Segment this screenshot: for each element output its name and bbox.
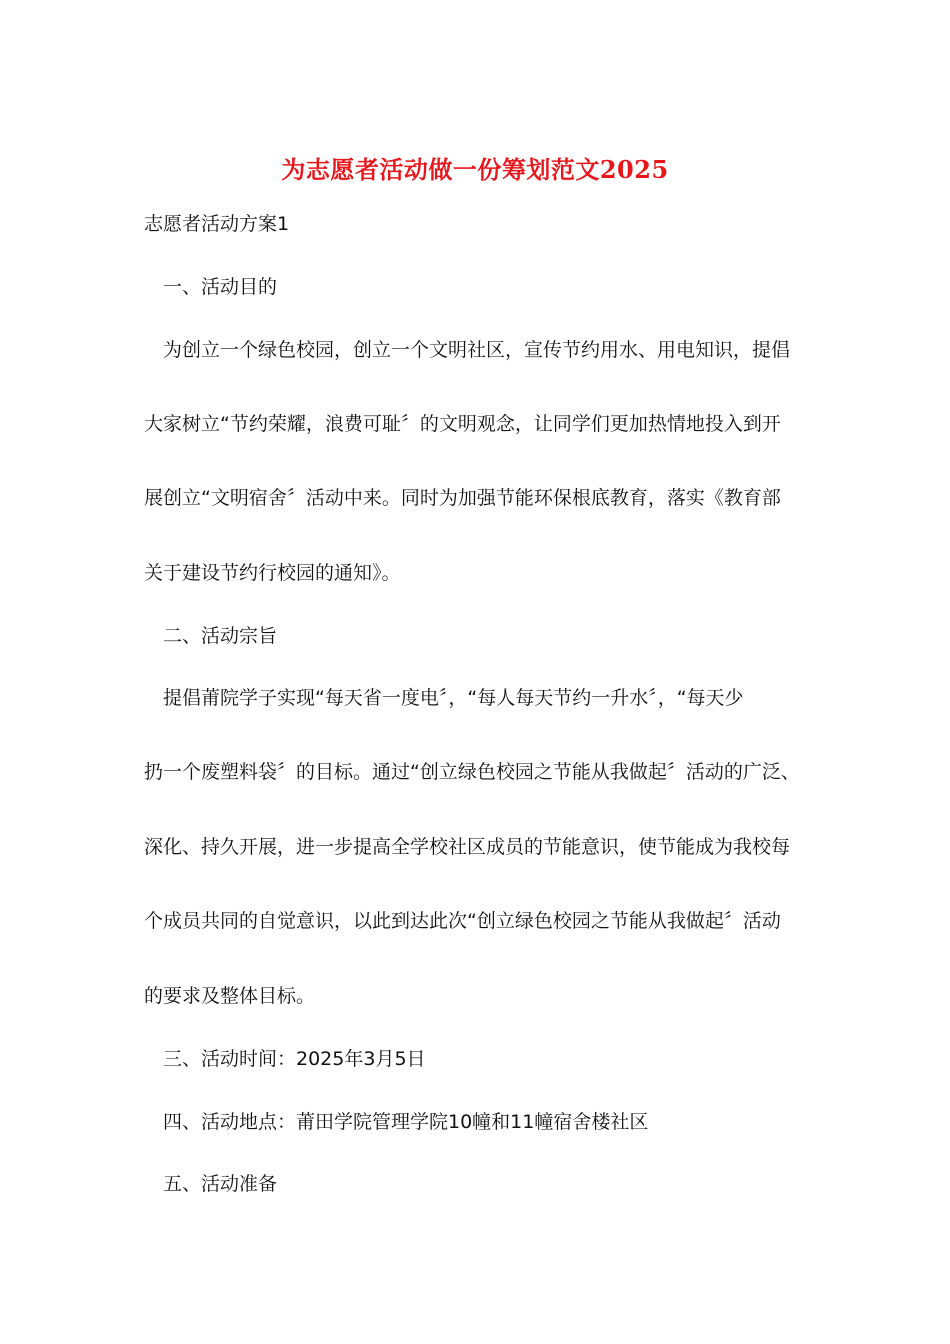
paragraph-line: 提倡莆院学子实现“每天省一度电〞，“每人每天节约一升水〞，“每天少: [163, 687, 744, 709]
heading-preparation: 五、活动准备: [163, 1173, 278, 1195]
paragraph-line: 深化、持久开展，进一步提高全学校社区成员的节能意识，使节能成为我校每: [144, 836, 791, 858]
heading-purpose: 一、活动目的: [163, 276, 278, 298]
paragraph-line: 扔一个废塑料袋〞的目标。通过“创立绿色校园之节能从我做起〞活动的广泛、: [144, 761, 800, 783]
section-heading-plan: 志愿者活动方案1: [144, 213, 290, 235]
heading-tenet: 二、活动宗旨: [163, 625, 278, 647]
paragraph-line: 大家树立“节约荣耀，浪费可耻〞的文明观念，让同学们更加热情地投入到开: [144, 413, 781, 435]
paragraph-line: 展创立“文明宿舍〞活动中来。同时为加强节能环保根底教育，落实《教育部: [144, 487, 781, 509]
heading-time: 三、活动时间：2025年3月5日: [163, 1048, 426, 1070]
heading-location: 四、活动地点：莆田学院管理学院10幢和11幢宿舍楼社区: [163, 1111, 649, 1133]
paragraph-line: 关于建设节约行校园的通知》。: [144, 562, 401, 584]
paragraph-line: 为创立一个绿色校园，创立一个文明社区，宣传节约用水、用电知识，提倡: [163, 339, 791, 361]
paragraph-line: 的要求及整体目标。: [144, 985, 316, 1007]
paragraph-line: 个成员共同的自觉意识，以此到达此次“创立绿色校园之节能从我做起〞活动: [144, 910, 781, 932]
document-title: 为志愿者活动做一份筹划范文2025: [281, 155, 669, 184]
